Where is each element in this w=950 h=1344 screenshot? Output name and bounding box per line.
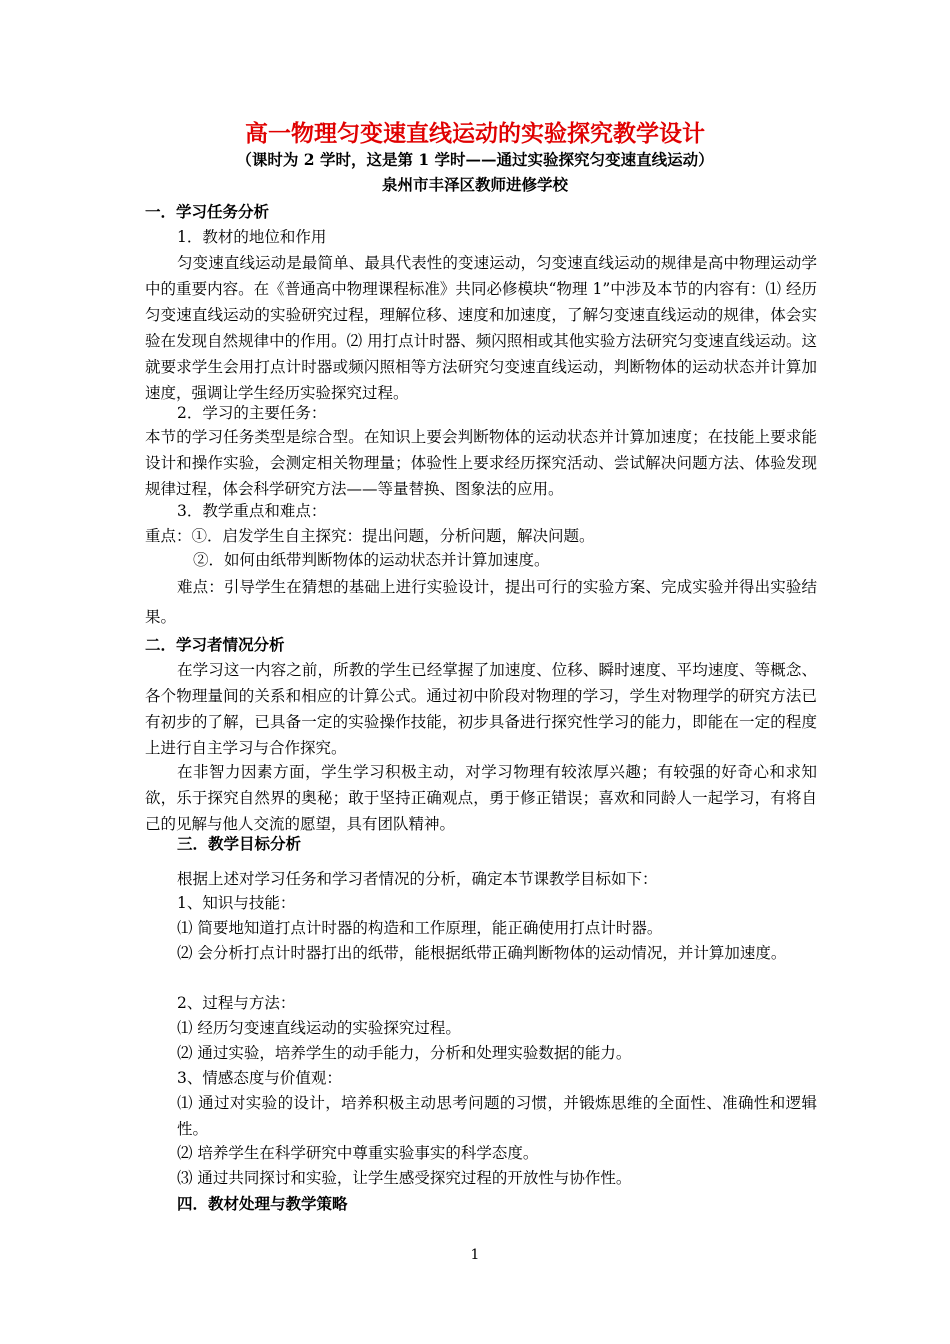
page-number: 1 bbox=[470, 1247, 480, 1263]
attitude-item-3: ⑶ 通过共同探讨和实验，让学生感受探究过程的开放性与协作性。 bbox=[177, 1169, 632, 1187]
item-2-heading: 2．学习的主要任务： bbox=[177, 404, 327, 422]
knowledge-item-2: ⑵ 会分析打点计时器打出的纸带，能根据纸带正确判断物体的运动情况，并计算加速度。 bbox=[177, 944, 787, 962]
attitude-item-1: ⑴ 通过对实验的设计，培养积极主动思考问题的习惯，并锻炼思维的全面性、准确性和逻辑性。 bbox=[177, 1094, 817, 1138]
key-point-2: ②．如何由纸带判断物体的运动状态并计算加速度。 bbox=[193, 551, 550, 569]
knowledge-item-1: ⑴ 简要地知道打点计时器的构造和工作原理，能正确使用打点计时器。 bbox=[177, 919, 663, 937]
item-3-heading: 3．教学重点和难点： bbox=[177, 502, 327, 520]
section-1-heading: 一．学习任务分析 bbox=[145, 202, 270, 221]
key-point-1: 重点：①．启发学生自主探究：提出问题，分析问题，解决问题。 bbox=[145, 527, 595, 545]
section-1-paragraph-2: 本节的学习任务类型是综合型。在知识上要会判断物体的运动状态并计算加速度；在技能上要求能设计和操作实验，会测定相关物理量；体验性上要求经历探究活动、尝试解决问题方法、体验发现规律过程，体会科学研究方法——等量替换、图象法的应用。 bbox=[145, 428, 817, 498]
section-4-heading: 四．教材处理与教学策略 bbox=[177, 1194, 348, 1213]
process-methods-heading: 2、过程与方法： bbox=[177, 994, 296, 1012]
section-3-heading: 三．教学目标分析 bbox=[177, 834, 302, 853]
knowledge-skills-heading: 1、知识与技能： bbox=[177, 894, 296, 912]
school-name: 泉州市丰泽区教师进修学校 bbox=[381, 175, 568, 194]
document-title: 高一物理匀变速直线运动的实验探究教学设计 bbox=[245, 120, 705, 147]
objectives-intro: 根据上述对学习任务和学习者情况的分析，确定本节课教学目标如下： bbox=[177, 870, 658, 888]
section-2-heading: 二．学习者情况分析 bbox=[145, 635, 285, 654]
section-2-paragraph-2: 在非智力因素方面，学生学习积极主动，对学习物理有较浓厚兴趣；有较强的好奇心和求知欲，乐于探究自然界的奥秘；敢于坚持正确观点，勇于修正错误；喜欢和同龄人一起学习，有将自己的见解与他人交流的愿望，具有团队精神。 bbox=[145, 763, 817, 833]
difficulty-paragraph: 难点：引导学生在猜想的基础上进行实验设计，提出可行的实验方案、完成实验并得出实验结果。 bbox=[145, 578, 817, 626]
item-1-heading: 1．教材的地位和作用 bbox=[177, 228, 327, 246]
process-item-2: ⑵ 通过实验，培养学生的动手能力，分析和处理实验数据的能力。 bbox=[177, 1044, 632, 1062]
attitude-item-2: ⑵ 培养学生在科学研究中尊重实验事实的科学态度。 bbox=[177, 1144, 539, 1162]
section-1-paragraph-1: 匀变速直线运动是最简单、最具代表性的变速运动，匀变速直线运动的规律是高中物理运动学中的重要内容。在《普通高中物理课程标准》共同必修模块“物理 1”中涉及本节的内容有：⑴ 经历匀变速直线运动的实验研究过程，理解位移、速度和加速度，了解匀变速直线运动的规律，体会实验在发现自然规律中的作用。⑵ 用打点计时器、频闪照相或其他实验方法研究匀变速直线运动。这就要求学生会用打点计时器或频闪照相等方法研究匀变速直线运动，判断物体的运动状态并计算加速度，强调让学生经历实验探究过程。 bbox=[145, 254, 817, 402]
document-subtitle: （课时为 2 学时，这是第 1 学时——通过实验探究匀变速直线运动） bbox=[236, 150, 714, 169]
attitude-values-heading: 3、情感态度与价值观： bbox=[177, 1069, 342, 1087]
process-item-1: ⑴ 经历匀变速直线运动的实验探究过程。 bbox=[177, 1019, 461, 1037]
section-2-paragraph-1: 在学习这一内容之前，所教的学生已经掌握了加速度、位移、瞬时速度、平均速度、等概念、各个物理量间的关系和相应的计算公式。通过初中阶段对物理的学习，学生对物理学的研究方法已有初步的了解，已具备一定的实验操作技能，初步具备进行探究性学习的能力，即能在一定的程度上进行自主学习与合作探究。 bbox=[145, 661, 817, 757]
